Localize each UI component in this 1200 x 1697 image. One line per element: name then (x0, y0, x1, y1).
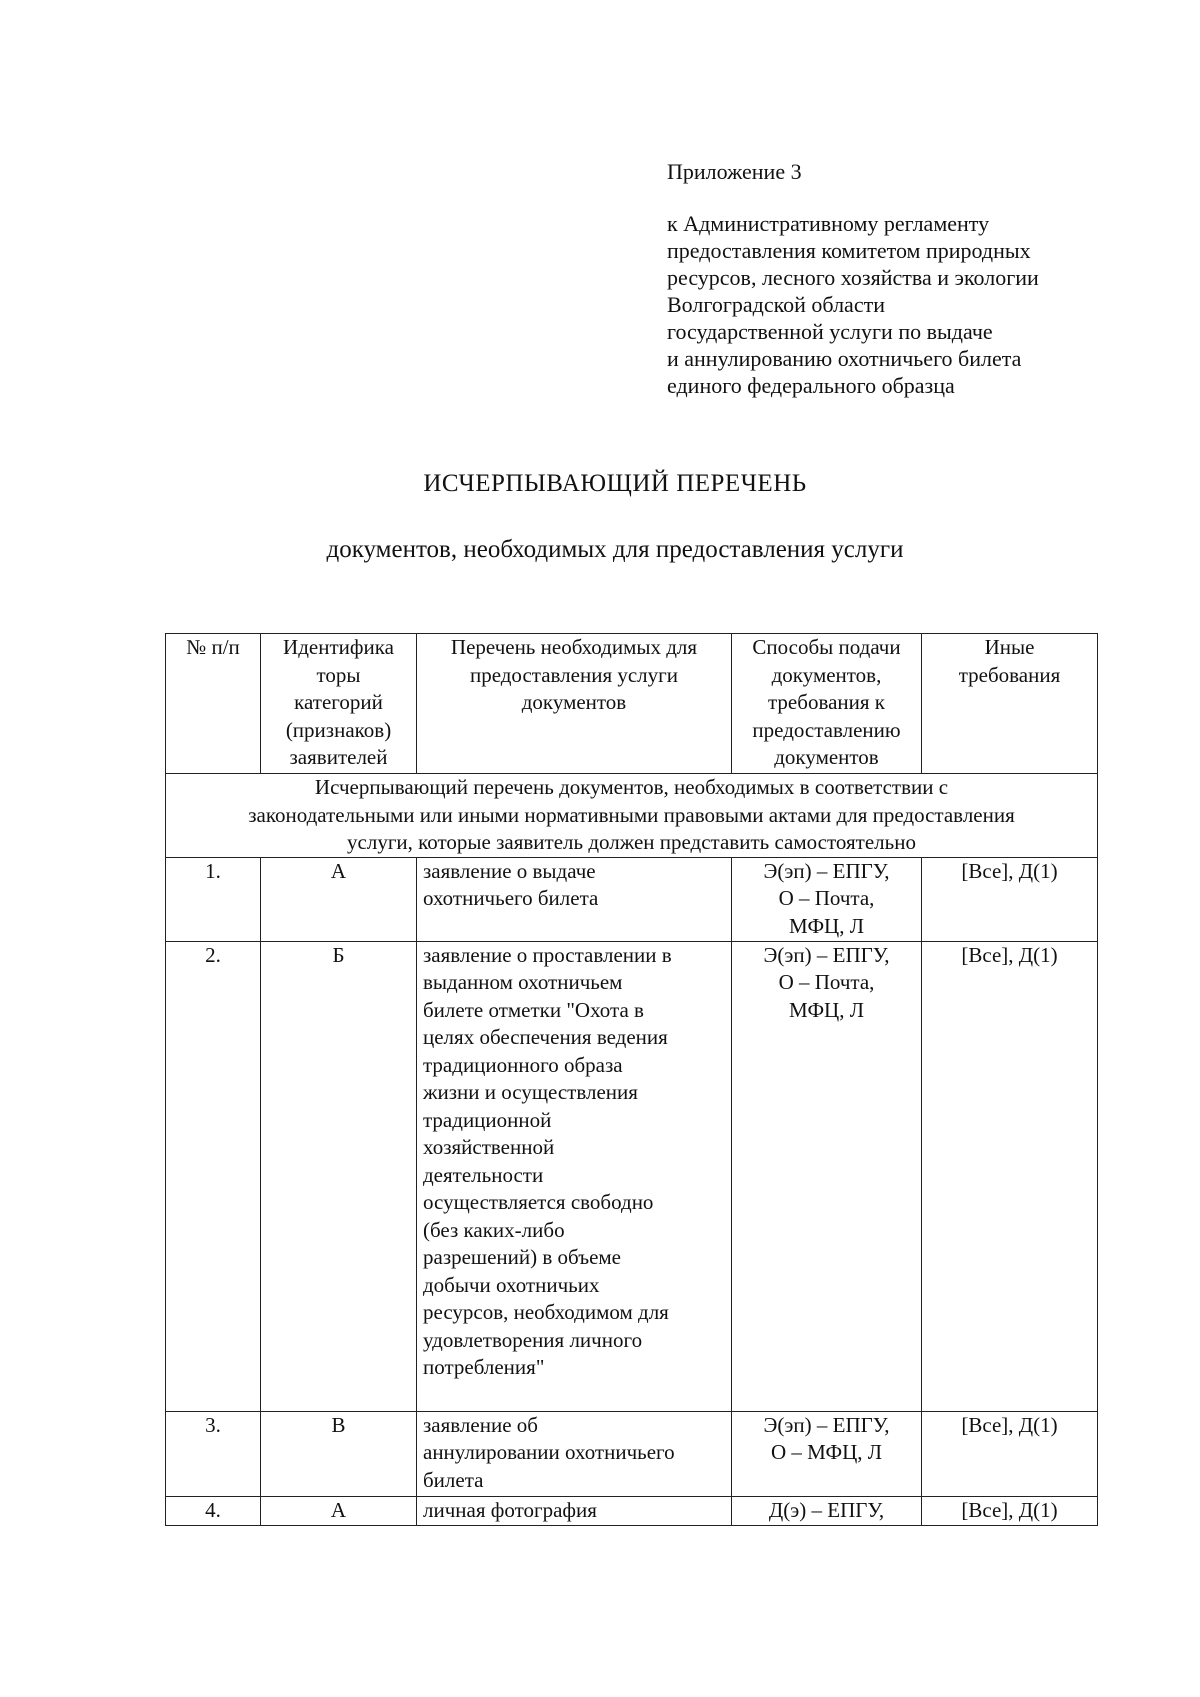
row-methods: Э(эп) – ЕПГУ, О – Почта, МФЦ, Л (732, 941, 922, 1411)
row-num: 1. (166, 857, 261, 941)
row-other: [Все], Д(1) (922, 1496, 1098, 1525)
header-other-requirements: Иные требования (922, 634, 1098, 774)
appendix-line: единого федерального образца (667, 373, 955, 398)
header-submission-methods: Способы подачи документов, требования к предоставлению документов (732, 634, 922, 774)
row-document: заявление о проставлении в выданном охотничьем билете отметки "Охота в целях обеспечения ведения традиционного образа жизни и осуществления традиционной хозяйственной деятельности осуществляется свободно (без каких-либо разрешений) в объеме добычи охотничьих ресурсов, необходимом для удовлетворения личного потребления" (417, 941, 732, 1411)
document-subtitle: документов, необходимых для предоставления услуги (326, 536, 904, 563)
table-row (166, 857, 1098, 941)
appendix-line: предоставления комитетом природных (667, 238, 1031, 263)
row-num: 4. (166, 1496, 261, 1525)
row-methods: Д(э) – ЕПГУ, (732, 1496, 922, 1525)
appendix-line: государственной услуги по выдаче (667, 319, 993, 344)
header-num: № п/п (166, 634, 261, 774)
row-document: личная фотография (417, 1496, 732, 1525)
header-documents-list: Перечень необходимых для предоставления услуги документов (417, 634, 732, 774)
row-identifier: В (261, 1411, 417, 1496)
row-other: [Все], Д(1) (922, 941, 1098, 1411)
table-row (166, 1496, 1098, 1525)
row-identifier: А (261, 857, 417, 941)
table-section-row (166, 774, 1098, 858)
appendix-block (667, 158, 1127, 399)
table-header-row (166, 634, 1098, 774)
row-identifier: А (261, 1496, 417, 1525)
row-document: заявление о выдаче охотничьего билета (417, 857, 732, 941)
row-num: 3. (166, 1411, 261, 1496)
documents-table (165, 633, 1098, 1526)
row-methods: Э(эп) – ЕПГУ, О – Почта, МФЦ, Л (732, 857, 922, 941)
appendix-line: ресурсов, лесного хозяйства и экологии (667, 265, 1039, 290)
table-row (166, 1411, 1098, 1496)
row-other: [Все], Д(1) (922, 1411, 1098, 1496)
row-identifier: Б (261, 941, 417, 1411)
row-other: [Все], Д(1) (922, 857, 1098, 941)
appendix-line: Волгоградской области (667, 292, 885, 317)
row-methods: Э(эп) – ЕПГУ, О – МФЦ, Л (732, 1411, 922, 1496)
appendix-title: Приложение 3 (667, 159, 802, 184)
table-row (166, 941, 1098, 1411)
row-document: заявление об аннулировании охотничьего билета (417, 1411, 732, 1496)
appendix-line: и аннулированию охотничьего билета (667, 346, 1022, 371)
row-num: 2. (166, 941, 261, 1411)
header-identifiers: Идентифика торы категорий (признаков) заявителей (261, 634, 417, 774)
document-title: ИСЧЕРПЫВАЮЩИЙ ПЕРЕЧЕНЬ (423, 470, 807, 497)
section-heading: Исчерпывающий перечень документов, необходимых в соответствии с законодательными или иными нормативными правовыми актами для предоставления услуги, которые заявитель должен представить самостоятельно (166, 774, 1098, 858)
appendix-line: к Административному регламенту (667, 211, 990, 236)
